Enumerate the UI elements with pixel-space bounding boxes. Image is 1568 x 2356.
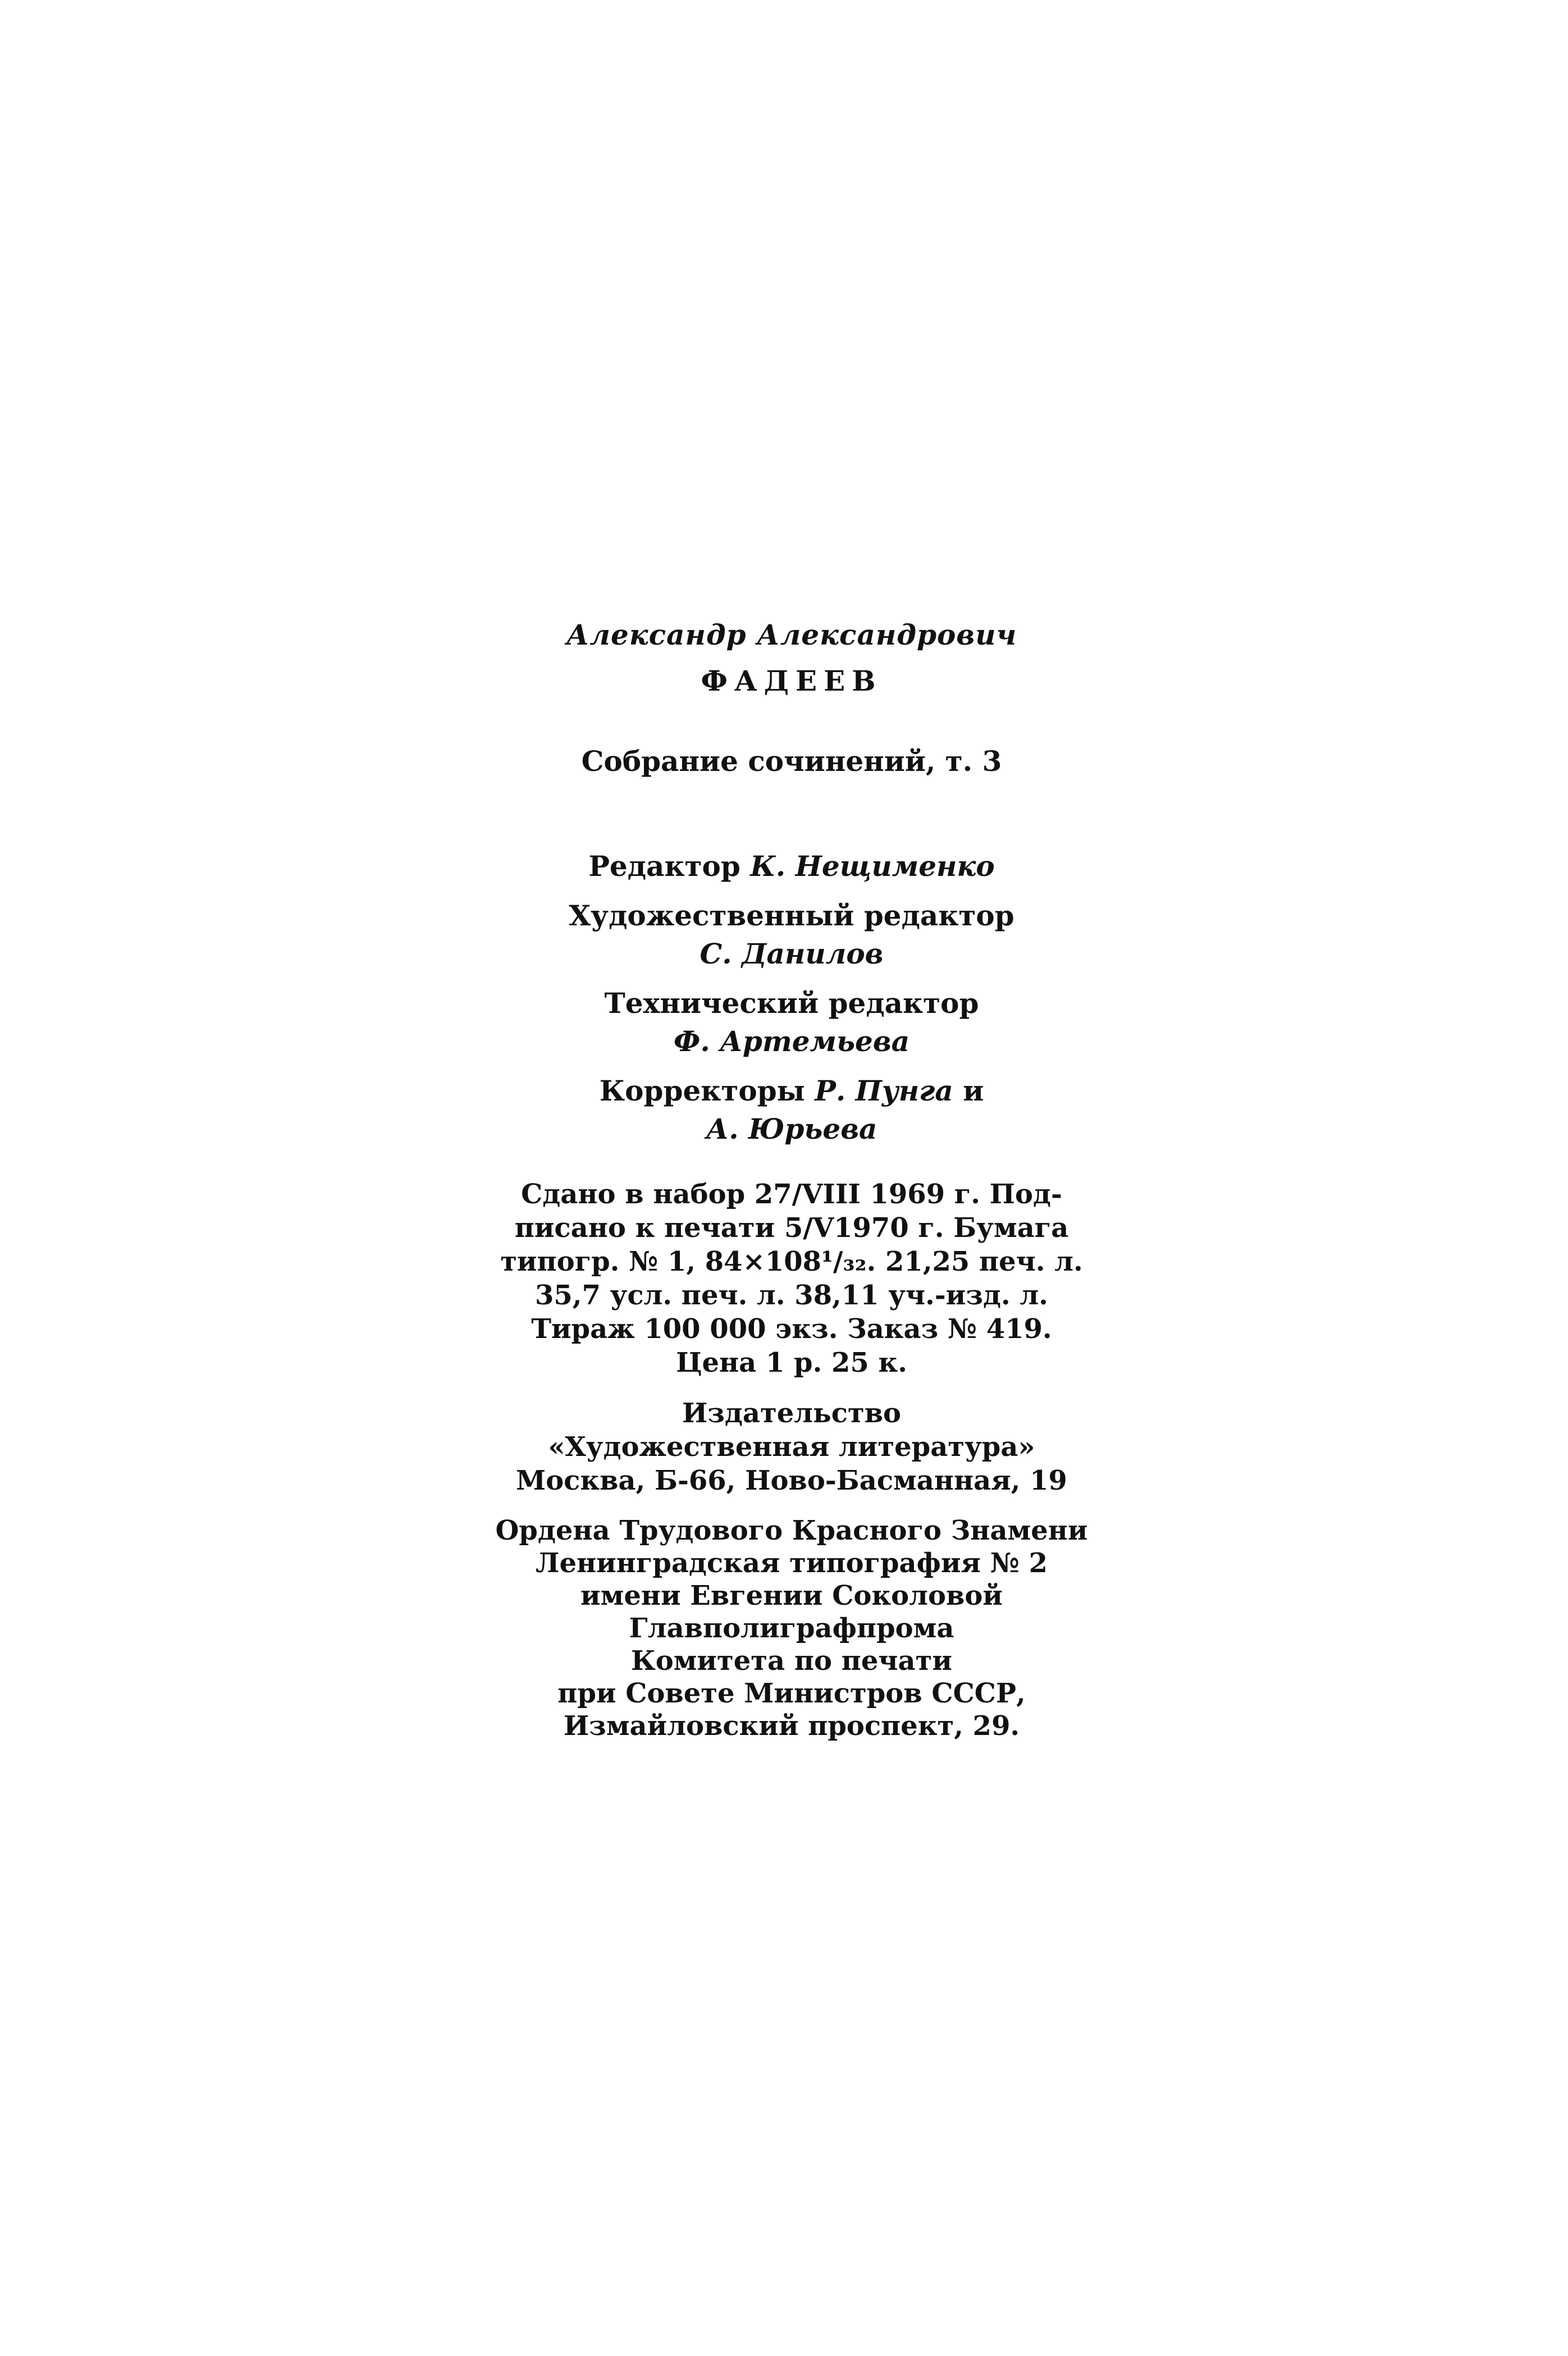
pub-info-line: писано к печати 5/V1970 г. Бумага bbox=[514, 1212, 1069, 1244]
credit-person: К. Нещименко bbox=[750, 850, 995, 883]
printer-line: Ленинградская типография № 2 bbox=[536, 1547, 1048, 1579]
printer-line: Измайловский проспект, 29. bbox=[563, 1710, 1020, 1742]
publisher-line: «Художественная литература» bbox=[548, 1431, 1035, 1463]
pub-info-price: Цена 1 р. 25 к. bbox=[676, 1347, 907, 1378]
credit-person: С. Данилов bbox=[700, 937, 884, 970]
publication-info bbox=[494, 1177, 1089, 1380]
printer-line: при Совете Министров СССР, bbox=[557, 1678, 1026, 1709]
printer-line: имени Евгении Соколовой bbox=[580, 1580, 1003, 1611]
credit-role: Художественный редактор bbox=[569, 899, 1014, 932]
credit-editor bbox=[477, 847, 1106, 885]
credit-proofreaders bbox=[477, 1072, 1106, 1148]
credits bbox=[477, 847, 1106, 1148]
credit-art-editor bbox=[477, 897, 1106, 973]
printer-line: Главполиграфпрома bbox=[629, 1613, 954, 1644]
pub-info-line: типогр. № 1, 84×108¹/₃₂. 21,25 печ. л. bbox=[500, 1246, 1083, 1277]
pub-info-line: Сдано в набор 27/VIII 1969 г. Под- bbox=[521, 1179, 1062, 1210]
credit-role: Редактор bbox=[588, 850, 740, 883]
pub-info-line: Тираж 100 000 экз. Заказ № 419. bbox=[531, 1313, 1052, 1345]
credit-connector: и bbox=[963, 1074, 984, 1107]
publisher-info bbox=[477, 1396, 1106, 1497]
credit-role: Корректоры bbox=[599, 1074, 805, 1107]
author-surname: ФАДЕЕВ bbox=[701, 664, 883, 697]
publisher-line: Москва, Б-66, Ново-Басманная, 19 bbox=[516, 1465, 1067, 1496]
printer-info bbox=[477, 1514, 1106, 1742]
colophon bbox=[477, 615, 1106, 1742]
credit-person: Р. Пунга bbox=[815, 1074, 953, 1107]
pub-info-line: 35,7 усл. печ. л. 38,11 уч.-изд. л. bbox=[534, 1280, 1049, 1311]
credit-tech-editor bbox=[477, 984, 1106, 1061]
credit-role: Технический редактор bbox=[604, 987, 979, 1020]
credit-person: Ф. Артемьева bbox=[673, 1025, 910, 1058]
printer-line: Ордена Трудового Красного Знамени bbox=[495, 1515, 1088, 1546]
publisher-line: Издательство bbox=[682, 1398, 902, 1429]
printer-line: Комитета по печати bbox=[631, 1645, 952, 1677]
credit-person-2: А. Юрьева bbox=[706, 1112, 877, 1145]
collection-title: Собрание сочинений, т. 3 bbox=[581, 745, 1002, 778]
author-name: Александр Александрович bbox=[566, 618, 1017, 651]
